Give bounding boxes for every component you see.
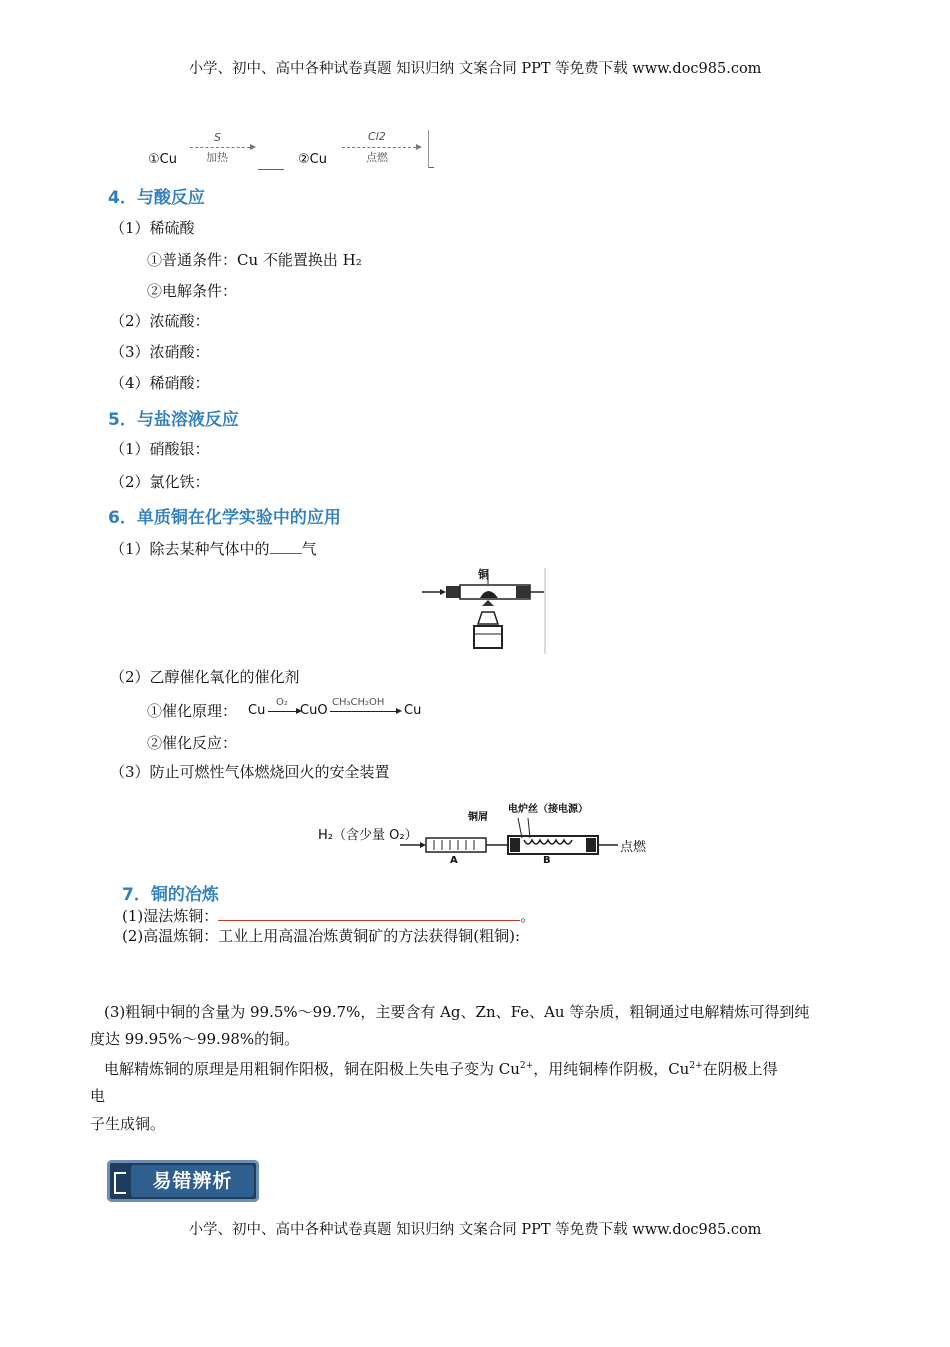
section-7-item-2: (2)高温炼铜：工业上用高温冶炼黄铜矿的方法获得铜(粗铜): bbox=[122, 927, 521, 945]
device-copper-label: 铜屑 bbox=[468, 812, 488, 823]
paragraph-4-line-2: 电 bbox=[90, 1087, 106, 1105]
section-7-item-1 bbox=[122, 906, 535, 926]
reaction-1-below: 加热 bbox=[206, 151, 228, 164]
reaction-1-arrowhead bbox=[250, 144, 256, 150]
reaction-2-label: ②Cu bbox=[298, 152, 327, 167]
reaction-2-arrowhead bbox=[416, 144, 422, 150]
reaction-1-arrow bbox=[190, 147, 250, 148]
device-a-label: A bbox=[450, 855, 458, 866]
section-6-item-1-blank bbox=[270, 539, 302, 554]
section-6-item-1-pre: （1）除去某种气体中的 bbox=[110, 540, 270, 558]
catalysis-o2: O₂ bbox=[276, 697, 288, 708]
reaction-1-label: ①Cu bbox=[148, 152, 177, 167]
section-7-item-1-pre: (1)湿法炼铜： bbox=[122, 907, 219, 925]
section-6-item-3: （3）防止可燃性气体燃烧回火的安全装置 bbox=[110, 763, 390, 781]
reaction-2-arrow bbox=[342, 147, 416, 148]
reaction-1-blank bbox=[258, 155, 284, 170]
paragraph-4-post: 在阴极上得 bbox=[702, 1060, 778, 1078]
section-6-item-1 bbox=[110, 539, 317, 559]
section-5-title: 5．与盐溶液反应 bbox=[108, 410, 239, 430]
paragraph-4-mid: ，用纯铜棒作阴极，Cu bbox=[533, 1060, 690, 1078]
catalysis-reaction: ②催化反应： bbox=[147, 734, 238, 752]
reaction-divider bbox=[428, 130, 429, 168]
common-mistakes-badge bbox=[107, 1160, 259, 1202]
badge-label: 易错辨析 bbox=[131, 1165, 254, 1197]
badge-tab-icon bbox=[114, 1172, 126, 1194]
catalysis-arrow-2 bbox=[330, 711, 398, 712]
reaction-2-below: 点燃 bbox=[366, 151, 388, 164]
catalysis-principle bbox=[147, 701, 237, 721]
catalysis-cu-2: Cu bbox=[404, 703, 422, 718]
paragraph-4-line-3: 子生成铜。 bbox=[90, 1115, 166, 1133]
device-b-label: B bbox=[543, 855, 551, 866]
section-5-item: （1）硝酸银： bbox=[110, 440, 210, 458]
section-4-item: （3）浓硝酸： bbox=[110, 343, 210, 361]
catalysis-arrow-1 bbox=[268, 711, 298, 712]
copper-tube-label: 铜 bbox=[478, 568, 489, 581]
section-6-item-2: （2）乙醇催化氧化的催化剂 bbox=[110, 668, 300, 686]
device-gas-label: H₂（含少量 O₂） bbox=[318, 828, 418, 843]
safety-device-figure bbox=[400, 812, 620, 858]
paragraph-3-line-1: (3)粗铜中铜的含量为 99.5%～99.7%，主要含有 Ag、Zn、Fe、Au 等杂质，粗铜通过电解精炼可得到纯 bbox=[104, 1003, 810, 1021]
paragraph-4-pre: 电解精炼铜的原理是用粗铜作阳极，铜在阳极上失电子变为 Cu bbox=[104, 1060, 520, 1078]
page-header: 小学、初中、高中各种试卷真题 知识归纳 文案合同 PPT 等免费下载 www.doc985.com bbox=[188, 61, 762, 77]
paragraph-3-line-2: 度达 99.95%～99.98%的铜。 bbox=[90, 1030, 300, 1048]
device-wire-label: 电炉丝（接电源） bbox=[508, 804, 588, 815]
section-7-item-1-blank bbox=[218, 906, 520, 921]
reaction-2-blank bbox=[429, 167, 434, 168]
catalysis-cuo: CuO bbox=[300, 703, 328, 718]
section-7-item-1-post: 。 bbox=[520, 907, 536, 925]
section-7-title: 7．铜的冶炼 bbox=[122, 885, 219, 905]
reaction-1-above: S bbox=[214, 131, 221, 144]
section-4-item: （1）稀硫酸 bbox=[110, 219, 195, 237]
section-5-item: （2）氯化铁： bbox=[110, 473, 210, 491]
paragraph-4-sup-2: 2+ bbox=[689, 1061, 703, 1071]
section-4-item: ①普通条件：Cu 不能置换出 H₂ bbox=[147, 251, 362, 269]
section-4-title: 4．与酸反应 bbox=[108, 188, 205, 208]
section-6-item-1-post: 气 bbox=[301, 540, 317, 558]
section-6-title: 6．单质铜在化学实验中的应用 bbox=[108, 508, 341, 528]
catalysis-arrowhead-2 bbox=[396, 708, 402, 714]
section-4-item: （2）浓硫酸： bbox=[110, 312, 210, 330]
page-footer: 小学、初中、高中各种试卷真题 知识归纳 文案合同 PPT 等免费下载 www.doc985.com bbox=[188, 1222, 762, 1238]
device-ignite-label: 点燃 bbox=[620, 840, 647, 855]
section-4-item: （4）稀硝酸： bbox=[110, 374, 210, 392]
paragraph-4-line-1 bbox=[104, 1056, 778, 1083]
catalysis-cu: Cu bbox=[248, 703, 266, 718]
catalysis-principle-label: ①催化原理： bbox=[147, 702, 238, 720]
paragraph-4-sup-1: 2+ bbox=[519, 1061, 534, 1071]
catalysis-ethanol: CH₃CH₂OH bbox=[332, 697, 385, 708]
section-4-item: ②电解条件： bbox=[147, 282, 238, 300]
reaction-2-above: Cl2 bbox=[368, 130, 386, 143]
